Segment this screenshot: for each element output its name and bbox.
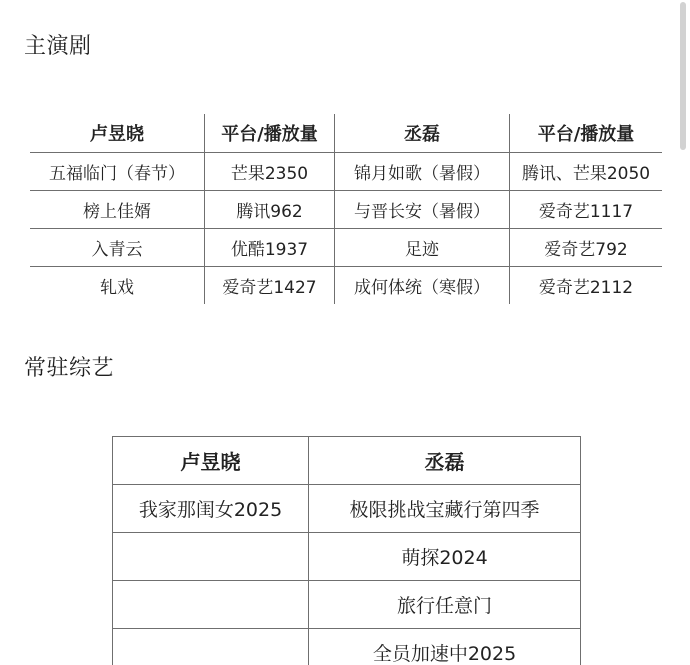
table-cell: 入青云 [30,229,205,267]
table-row [113,581,581,629]
table-cell: 腾讯962 [205,191,335,229]
table-cell: 我家那闺女2025 [113,485,309,533]
table-row [113,629,581,665]
table-cell: 足迹 [335,229,510,267]
table-cell: 爱奇艺2112 [510,267,663,305]
table-cell: 轧戏 [30,267,205,305]
table-cell: 萌探2024 [309,533,581,581]
table-row [30,153,663,191]
table-header-row [30,114,663,153]
table-cell: 五福临门（春节） [30,153,205,191]
table-row [30,191,663,229]
column-header: 丞磊 [335,114,510,153]
table-row [30,229,663,267]
scrollbar[interactable] [678,0,688,665]
table-cell: 极限挑战宝藏行第四季 [309,485,581,533]
table-row [30,267,663,305]
table-row [113,485,581,533]
table-cell: 爱奇艺1117 [510,191,663,229]
scrollbar-thumb[interactable] [680,2,686,150]
table-cell: 爱奇艺792 [510,229,663,267]
column-header: 卢昱晓 [30,114,205,153]
table-row [113,533,581,581]
table-cell: 全员加速中2025 [309,629,581,665]
table-cell: 腾讯、芒果2050 [510,153,663,191]
table-header-row [113,437,581,485]
section-title-variety: 常驻综艺 [24,356,115,381]
table-cell: 锦月如歌（暑假） [335,153,510,191]
table-cell: 成何体统（寒假） [335,267,510,305]
column-header: 丞磊 [309,437,581,485]
variety-table [112,436,581,665]
drama-table [29,113,663,305]
table-cell: 芒果2350 [205,153,335,191]
table-cell [113,533,309,581]
table-cell: 旅行任意门 [309,581,581,629]
table-cell: 优酷1937 [205,229,335,267]
column-header: 平台/播放量 [510,114,663,153]
table-cell: 与晋长安（暑假） [335,191,510,229]
table-cell [113,581,309,629]
table-cell: 榜上佳婿 [30,191,205,229]
column-header: 平台/播放量 [205,114,335,153]
section-title-dramas: 主演剧 [24,34,92,59]
table-cell: 爱奇艺1427 [205,267,335,305]
column-header: 卢昱晓 [113,437,309,485]
table-cell [113,629,309,665]
